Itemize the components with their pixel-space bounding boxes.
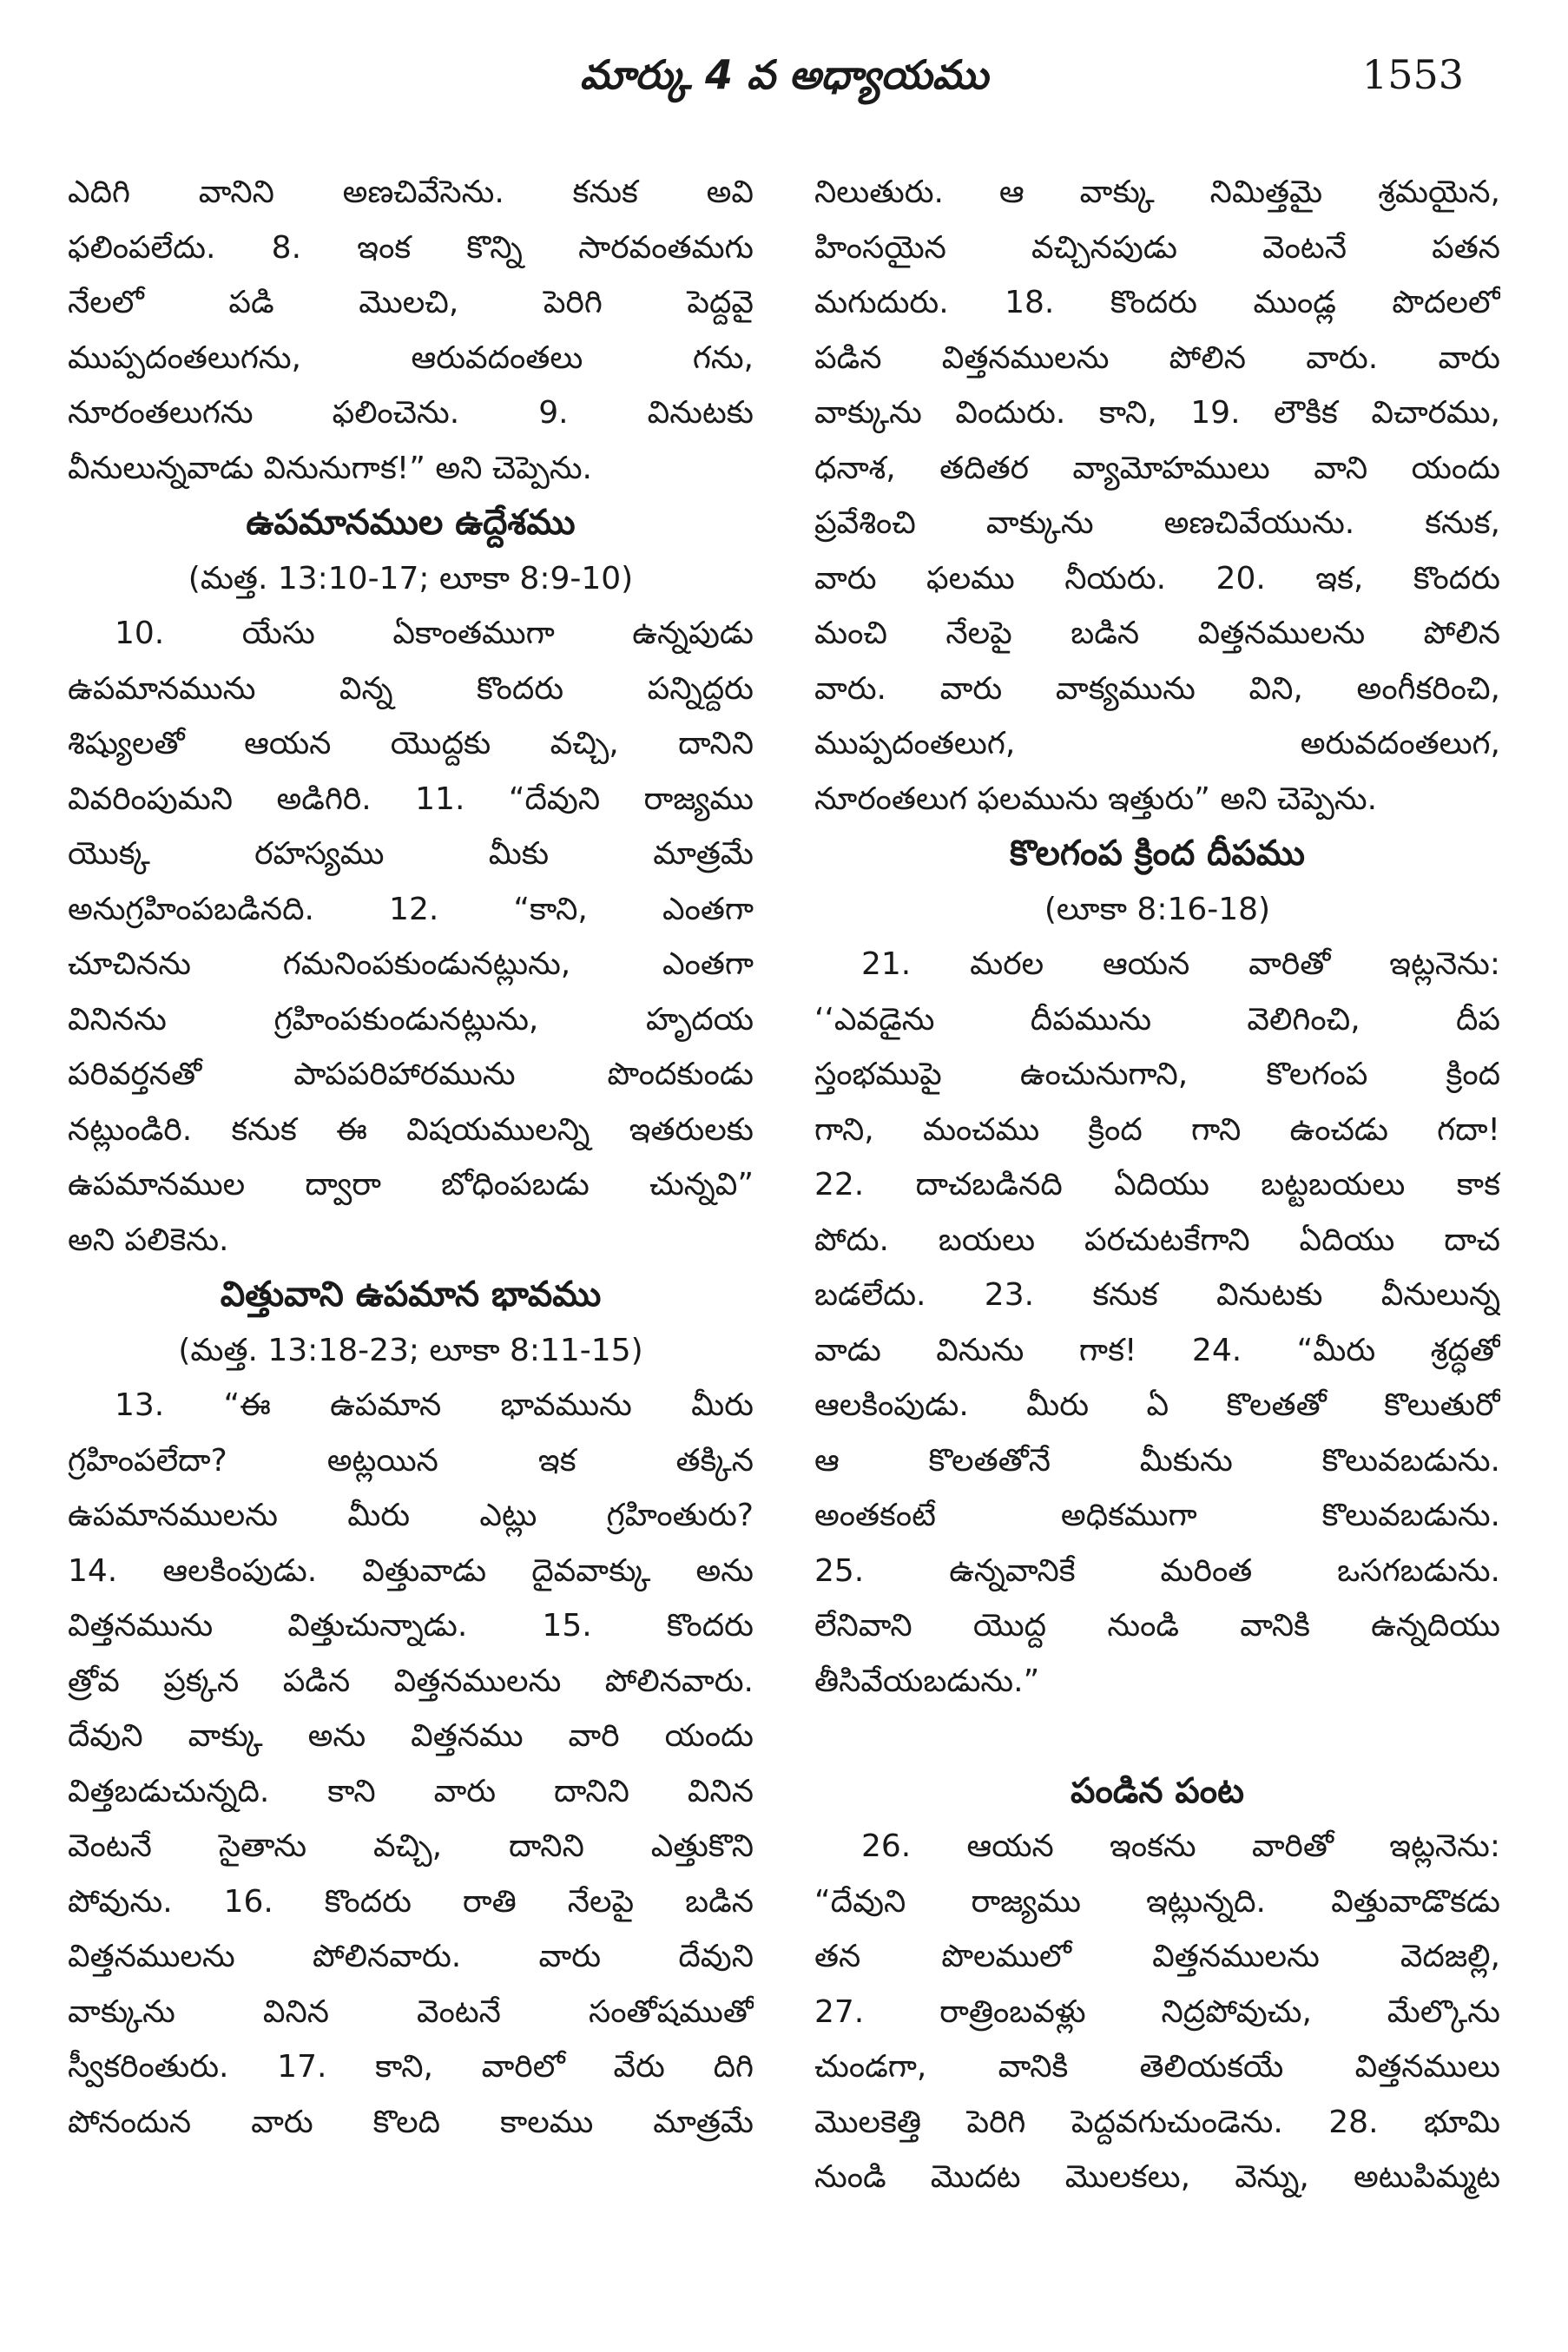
text-line: చూచినను గమనింపకుండునట్లును, ఎంతగా: [68, 946, 754, 982]
text-line: ‘‘ఎవడైను దీపమును వెలిగించి, దీప: [814, 1001, 1500, 1038]
text-line: ముప్పదంతలుగ, అరువదంతలుగ,: [814, 726, 1500, 761]
text-line: అని పలికెను.: [68, 1222, 229, 1258]
text-line: వివరింపుమని అడిగిరి. 11. “దేవుని రాజ్యము: [68, 781, 754, 817]
text-line: విత్తనములను పోలినవారు. వారు దేవుని: [68, 1939, 754, 1974]
text-line: తీసివేయబడును.”: [814, 1663, 1040, 1699]
text-line: ధనాశ, తదితర వ్యామోహములు వాని యందు: [814, 450, 1500, 486]
text-line: నేలలో పడి మొలచి, పెరిగి పెద్దవై: [68, 285, 754, 320]
text-line: నూరంతలుగను ఫలించెను. 9. వినుటకు: [68, 395, 754, 431]
text-line: శిష్యులతో ఆయన యొద్దకు వచ్చి, దానిని: [68, 726, 754, 761]
text-line: “దేవుని రాజ్యము ఇట్లున్నది. విత్తువాడొకడు: [814, 1883, 1500, 1920]
text-line: అంతకంటే అధికముగా కొలువబడును.: [814, 1498, 1500, 1533]
text-line: నుండి మొదట మొలకలు, వెన్ను, అటుపిమ్మట: [814, 2159, 1500, 2195]
text-line: గ్రహింపలేదా? అట్లయిన ఇక తక్కిన: [68, 1442, 754, 1479]
text-line: విత్తబడుచున్నది. కాని వారు దానిని వినిన: [68, 1773, 754, 1809]
text-line: పోవును. 16. కొందరు రాతి నేలపై బడిన: [68, 1883, 754, 1920]
text-line: 13. “ఈ ఉపమాన భావమును మీరు: [115, 1387, 754, 1423]
text-line: మంచి నేలపై బడిన విత్తనములను పోలిన: [814, 616, 1500, 651]
text-line: నట్లుండిరి. కనుక ఈ విషయములన్ని ఇతరులకు: [68, 1111, 754, 1148]
text-line: వాక్కును విందురు. కాని, 19. లౌకిక విచారము,: [814, 395, 1500, 431]
text-line: ముప్పదంతలుగను, ఆరువదంతలు గను,: [68, 339, 754, 376]
blank-line: [814, 1709, 1500, 1764]
text-line: స్తంభముపై ఉంచునుగాని, కొలగంప క్రింద: [814, 1057, 1500, 1092]
text-line: హింసయైన వచ్చినపుడు వెంటనే పతన: [814, 229, 1500, 266]
section-heading: పండిన పంట: [1071, 1770, 1244, 1811]
text-line: 25. ఉన్నవానికే మరింత ఒసగబడును.: [814, 1552, 1500, 1589]
section-heading: కొలగంప క్రింద దీపము: [1010, 833, 1305, 873]
text-line: విత్తనమును విత్తుచున్నాడు. 15. కొందరు: [68, 1608, 754, 1644]
running-head: [0, 40, 1568, 109]
text-line: 22. దాచబడినది ఏదియు బట్టబయలు కాక: [814, 1167, 1500, 1202]
text-line: 14. ఆలకింపుడు. విత్తువాడు దైవవాక్కు అను: [68, 1552, 754, 1589]
cross-reference: (మత్త. 13:18-23; లూకా 8:11-15): [178, 1332, 643, 1368]
text-line: ఎదిగి వానిని అణచివేసెను. కనుక అవి: [68, 175, 754, 210]
text-line: ఆ కొలతతోనే మీకును కొలువబడును.: [814, 1442, 1500, 1479]
text-line: వారు. వారు వాక్యమును విని, అంగీకరించి,: [814, 670, 1500, 707]
text-line: యొక్క రహస్యము మీకు మాత్రమే: [68, 836, 754, 872]
text-line: వాడు వినును గాక! 24. “మీరు శ్రద్ధతో: [814, 1332, 1500, 1368]
text-line: ఫలింపలేదు. 8. ఇంక కొన్ని సారవంతమగు: [68, 229, 754, 266]
text-line: మొలకెత్తి పెరిగి పెద్దవగుచుండెను. 28. భూమి: [814, 2104, 1500, 2140]
cross-reference: (మత్త. 13:10-17; లూకా 8:9-10): [188, 560, 634, 596]
text-line: గాని, మంచము క్రింద గాని ఉంచడు గదా!: [814, 1111, 1500, 1148]
left-column: [68, 165, 754, 2309]
text-line: 21. మరల ఆయన వారితో ఇట్లనెను:: [861, 946, 1500, 982]
text-line: స్వీకరింతురు. 17. కాని, వారిలో వేరు దిగి: [68, 2049, 754, 2085]
text-line: అనుగ్రహింపబడినది. 12. “కాని, ఎంతగా: [68, 891, 754, 927]
text-line: త్రోవ ప్రక్కన పడిన విత్తనములను పోలినవారు.: [68, 1663, 754, 1699]
text-line: పోనందున వారు కొలది కాలము మాత్రమే: [68, 2104, 754, 2140]
text-line: బడలేదు. 23. కనుక వినుటకు వీనులున్న: [814, 1277, 1500, 1313]
running-head-title: మార్కు 4 వ అధ్యాయము: [579, 51, 989, 98]
text-line: ఉపమానముల ద్వారా బోధింపబడు చున్నవి”: [68, 1167, 754, 1202]
text-line: దేవుని వాక్కు అను విత్తనము వారి యందు: [68, 1718, 754, 1754]
text-line: వారు ఫలము నీయరు. 20. ఇక, కొందరు: [814, 560, 1500, 596]
text-line: లేనివాని యొద్ద నుండి వానికి ఉన్నదియు: [814, 1608, 1500, 1644]
text-line: ప్రవేశించి వాక్కును అణచివేయును. కనుక,: [814, 505, 1500, 541]
text-line: నూరంతలుగ ఫలమును ఇత్తురు” అని చెప్పెను.: [814, 781, 1378, 817]
text-line: పరివర్తనతో పాపపరిహారమును పొందకుండు: [68, 1057, 754, 1092]
text-line: వెంటనే సైతాను వచ్చి, దానిని ఎత్తుకొని: [68, 1828, 754, 1864]
text-line: మగుదురు. 18. కొందరు ముండ్ల పొదలలో: [814, 285, 1500, 320]
text-line: పోదు. బయలు పరచుటకేగాని ఏదియు దాచ: [814, 1222, 1500, 1258]
cross-reference: (లూకా 8:16-18): [1044, 891, 1271, 927]
text-line: ఉపమానమును విన్న కొందరు పన్నిద్దరు: [68, 670, 754, 707]
text-line: వినినను గ్రహింపకుండునట్లును, హృదయ: [68, 1001, 754, 1038]
section-heading: ఉపమానముల ఉద్దేశము: [246, 503, 576, 543]
text-line: తన పొలములో విత్తనములను వెదజల్లి,: [814, 1939, 1500, 1974]
right-column: [814, 165, 1500, 2309]
page-number: 1553: [1361, 51, 1464, 98]
text-line: వీనులున్నవాడు వినునుగాక!” అని చెప్పెను.: [68, 450, 592, 486]
text-line: 26. ఆయన ఇంకను వారితో ఇట్లనెను:: [861, 1828, 1500, 1864]
text-line: ఆలకింపుడు. మీరు ఏ కొలతతో కొలుతురో: [814, 1387, 1500, 1423]
text-line: పడిన విత్తనములను పోలిన వారు. వారు: [814, 339, 1500, 376]
text-line: చుండగా, వానికి తెలియకయే విత్తనములు: [814, 2049, 1500, 2085]
section-heading: విత్తువాని ఉపమాన భావము: [220, 1275, 602, 1314]
text-line: నిలుతురు. ఆ వాక్కు నిమిత్తమై శ్రమయైన,: [814, 175, 1500, 210]
text-line: ఉపమానములను మీరు ఎట్లు గ్రహింతురు?: [68, 1498, 754, 1533]
text-line: వాక్కును వినిన వెంటనే సంతోషముతో: [68, 1993, 754, 2030]
text-line: 10. యేసు ఏకాంతముగా ఉన్నపుడు: [115, 616, 754, 651]
text-line: 27. రాత్రింబవళ్లు నిద్రపోవుచు, మేల్కొను: [814, 1993, 1500, 2030]
